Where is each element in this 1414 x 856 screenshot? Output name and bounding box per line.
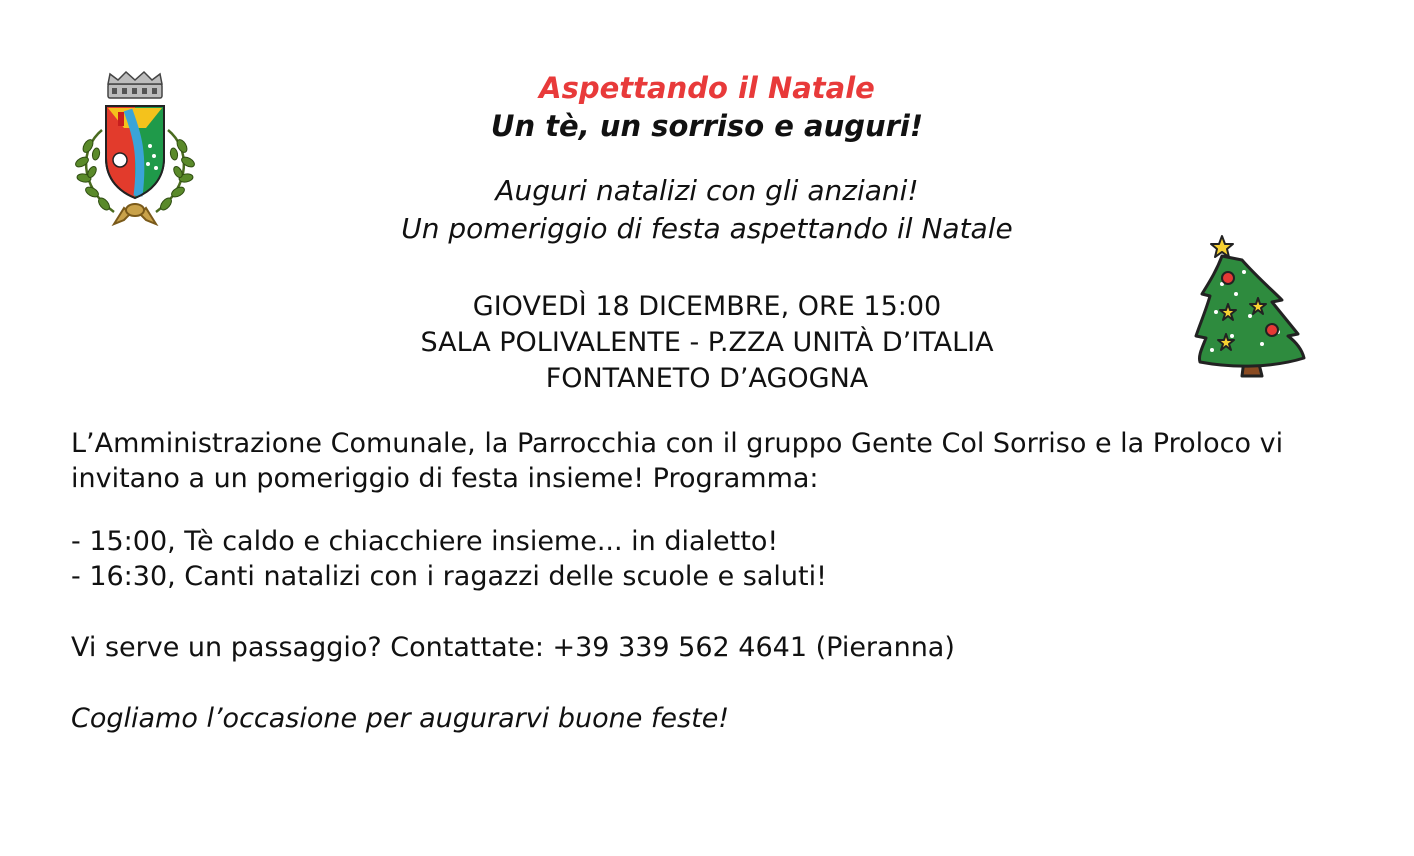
event-details (300, 289, 1114, 397)
event-venue: SALA POLIVALENTE - P.ZZA UNITÀ D’ITALIA (420, 327, 994, 358)
program-list (71, 524, 1361, 594)
event-tagline: Un tè, un sorriso e auguri! (490, 109, 924, 143)
event-town: FONTANETO D’AGOGNA (545, 363, 869, 394)
event-date-time: GIOVEDÌ 18 DICEMBRE, ORE 15:00 (472, 291, 942, 322)
event-subtitle (300, 172, 1114, 248)
coat-of-arms-icon (74, 68, 196, 228)
event-title: Aspettando il Natale (539, 71, 875, 105)
subtitle-line-1: Auguri natalizi con gli anziani! (495, 174, 919, 207)
contact-line: Vi serve un passaggio? Contattate: +39 339 562 4641 (Pieranna) (71, 632, 955, 663)
invitation-paragraph: L’Amministrazione Comunale, la Parrocchia con il gruppo Gente Col Sorriso e la Proloco vi invitano a un pomeriggio di festa insieme! Programma: (71, 428, 1284, 494)
closing-greeting: Cogliamo l’occasione per augurarvi buone feste! (71, 703, 730, 734)
subtitle-line-2: Un pomeriggio di festa aspettando il Natale (401, 212, 1013, 245)
christmas-tree-icon (1192, 232, 1310, 382)
program-item: - 15:00, Tè caldo e chiacchiere insieme... in dialetto! (71, 526, 779, 557)
program-item: - 16:30, Canti natalizi con i ragazzi delle scuole e saluti! (71, 561, 827, 592)
